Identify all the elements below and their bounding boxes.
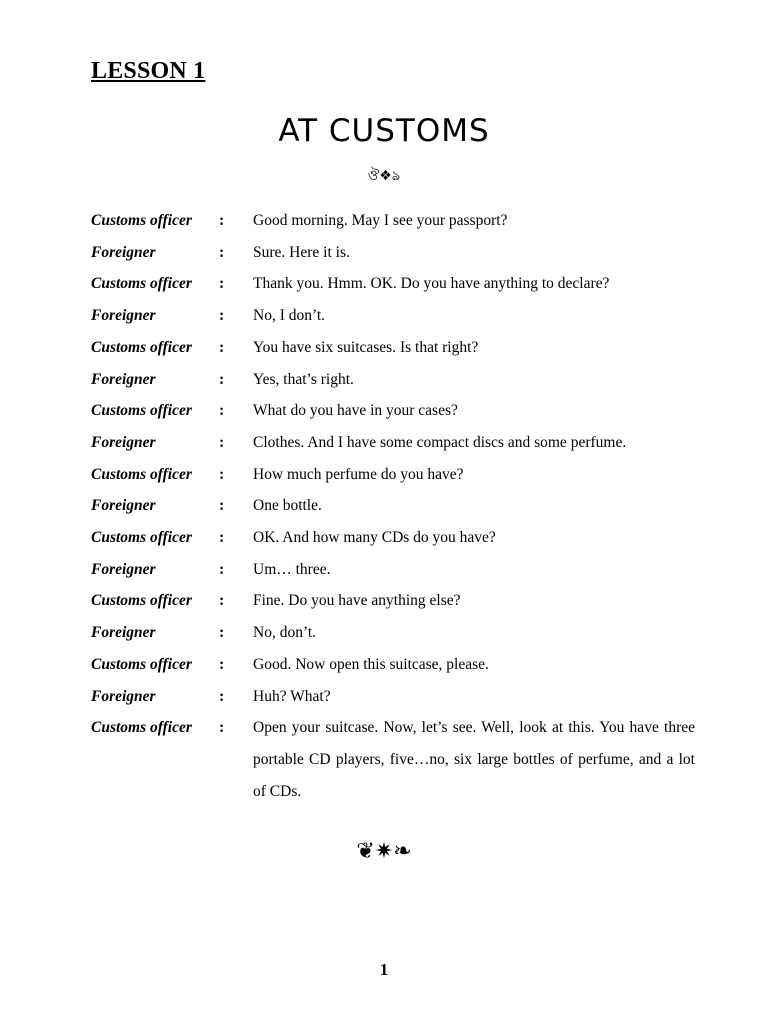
speaker-name: Customs officer xyxy=(91,402,192,420)
separator-colon: : xyxy=(219,560,225,578)
dialogue-line xyxy=(91,237,695,269)
separator-colon: : xyxy=(219,465,225,483)
separator-colon: : xyxy=(219,433,225,451)
separator-colon: : xyxy=(219,624,225,642)
dialogue-line xyxy=(91,332,695,364)
speaker-name: Foreigner xyxy=(91,243,156,261)
separator-colon: : xyxy=(219,687,225,705)
speaker-name: Customs officer xyxy=(91,719,192,737)
speaker-name: Customs officer xyxy=(91,592,192,610)
dialogue-line xyxy=(91,205,695,237)
speaker-name: Customs officer xyxy=(91,465,192,483)
speaker-name: Customs officer xyxy=(91,338,192,356)
spoken-text: Sure. Here it is. xyxy=(253,243,350,261)
dialogue xyxy=(91,205,695,807)
separator-colon: : xyxy=(219,402,225,420)
separator-colon: : xyxy=(219,307,225,325)
speaker-name: Foreigner xyxy=(91,497,156,515)
separator-colon: : xyxy=(219,370,225,388)
separator-colon: : xyxy=(219,592,225,610)
speaker-name: Foreigner xyxy=(91,433,156,451)
speaker-name: Foreigner xyxy=(91,687,156,705)
dialogue-line xyxy=(91,554,695,586)
speaker-name: Customs officer xyxy=(91,212,192,229)
dialogue-line xyxy=(91,268,695,300)
spoken-text: Thank you. Hmm. OK. Do you have anything to declare? xyxy=(253,275,610,293)
separator-colon: : xyxy=(219,275,225,293)
spoken-text: Open your suitcase. Now, let’s see. Well, look at this. You have three portable CD players, five…no, six large bottles of perfume, and a lot of CDs. xyxy=(253,719,695,800)
separator-colon: : xyxy=(219,497,225,515)
separator-colon: : xyxy=(219,655,225,673)
separator-colon: : xyxy=(219,529,225,547)
dialogue-line xyxy=(91,300,695,332)
dialogue-line xyxy=(91,617,695,649)
separator-colon: : xyxy=(219,719,225,737)
spoken-text: Good morning. May I see your passport? xyxy=(253,212,508,229)
spoken-text: Fine. Do you have anything else? xyxy=(253,592,461,610)
spoken-text: Yes, that’s right. xyxy=(253,370,354,388)
page-number: 1 xyxy=(379,960,389,979)
separator-colon: : xyxy=(219,243,225,261)
speaker-name: Foreigner xyxy=(91,370,156,388)
spoken-text: You have six suitcases. Is that right? xyxy=(253,338,479,356)
spoken-text: What do you have in your cases? xyxy=(253,402,458,420)
spoken-text: No, don’t. xyxy=(253,624,317,642)
spoken-text: One bottle. xyxy=(253,497,322,515)
spoken-text: No, I don’t. xyxy=(253,307,326,325)
speaker-name: Customs officer xyxy=(91,655,192,673)
dialogue-line xyxy=(91,649,695,681)
speaker-name: Foreigner xyxy=(91,624,156,642)
dialogue-line xyxy=(91,522,695,554)
spoken-text: Um… three. xyxy=(253,560,331,578)
dialogue-line xyxy=(91,395,695,427)
spoken-text: How much perfume do you have? xyxy=(253,465,464,483)
dialogue-line xyxy=(91,585,695,617)
top-ornament: ঔ❖ঌ xyxy=(367,169,401,184)
speaker-name: Customs officer xyxy=(91,275,192,293)
speaker-name: Foreigner xyxy=(91,307,156,325)
dialogue-line xyxy=(91,364,695,396)
dialogue-line xyxy=(91,681,695,713)
spoken-text: Clothes. And I have some compact discs and some perfume. xyxy=(253,433,627,451)
separator-colon: : xyxy=(219,212,225,229)
spoken-text: OK. And how many CDs do you have? xyxy=(253,529,496,547)
page-title: AT CUSTOMS xyxy=(278,113,490,149)
dialogue-line xyxy=(91,712,695,807)
dialogue-line xyxy=(91,459,695,491)
speaker-name: Foreigner xyxy=(91,560,156,578)
dialogue-line xyxy=(91,490,695,522)
spoken-text: Huh? What? xyxy=(253,687,331,705)
lesson-heading: LESSON 1 xyxy=(91,58,206,84)
spoken-text: Good. Now open this suitcase, please. xyxy=(253,655,489,673)
separator-colon: : xyxy=(219,338,225,356)
bottom-ornament: ❦✷❧ xyxy=(356,838,412,863)
speaker-name: Customs officer xyxy=(91,529,192,547)
dialogue-line xyxy=(91,427,695,459)
